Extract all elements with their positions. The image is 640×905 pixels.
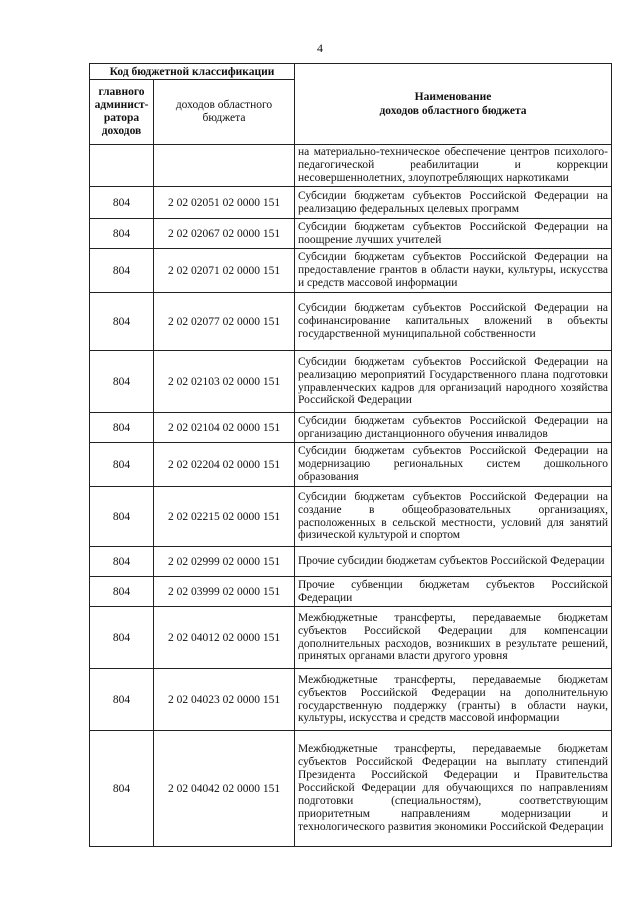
table-row bbox=[90, 487, 612, 547]
table-row bbox=[90, 669, 612, 731]
admin-code-cell: 804 bbox=[90, 443, 154, 487]
income-name-cell: Прочие субсидии бюджетам субъектов Российской Федерации bbox=[295, 547, 612, 577]
header-chief-administrator: главного админист-ратора доходов bbox=[90, 80, 154, 145]
income-name-cell: Межбюджетные трансферты, передаваемые бюджетам субъектов Российской Федерации на дополнительную государственную поддержку (гранты) в области науки, культуры, искусства и средств массовой информации bbox=[295, 669, 612, 731]
table-row bbox=[90, 145, 612, 187]
income-code-cell: 2 02 04012 02 0000 151 bbox=[154, 607, 295, 669]
table-row bbox=[90, 249, 612, 293]
table-row bbox=[90, 351, 612, 413]
income-code-cell: 2 02 02104 02 0000 151 bbox=[154, 413, 295, 443]
admin-code-cell bbox=[90, 145, 154, 187]
income-code-cell: 2 02 02051 02 0000 151 bbox=[154, 187, 295, 219]
table-row bbox=[90, 443, 612, 487]
admin-code-cell: 804 bbox=[90, 577, 154, 607]
income-name-cell: Субсидии бюджетам субъектов Российской Федерации на реализацию мероприятий Государственного плана подготовки управленческих кадров для организаций народного хозяйства Российской Федерации bbox=[295, 351, 612, 413]
income-name-cell: Субсидии бюджетам субъектов Российской Федерации на организацию дистанционного обучения инвалидов bbox=[295, 413, 612, 443]
admin-code-cell: 804 bbox=[90, 413, 154, 443]
admin-code-cell: 804 bbox=[90, 669, 154, 731]
income-name-cell: Субсидии бюджетам субъектов Российской Федерации на поощрение лучших учителей bbox=[295, 219, 612, 249]
income-name-cell: Межбюджетные трансферты, передаваемые бюджетам субъектов Российской Федерации на выплату стипендий Президента Российской Федерации и Правительства Российской Федерации для обучающихся по направлениям подготовки (специальностям), соответствующим приоритетным направлениям модернизации и технологического развития экономики Российской Федерации bbox=[295, 731, 612, 847]
income-name-cell: Прочие субвенции бюджетам субъектов Российской Федерации bbox=[295, 577, 612, 607]
admin-code-cell: 804 bbox=[90, 487, 154, 547]
admin-code-cell: 804 bbox=[90, 351, 154, 413]
admin-code-cell: 804 bbox=[90, 187, 154, 219]
admin-code-cell: 804 bbox=[90, 547, 154, 577]
income-name-cell: Субсидии бюджетам субъектов Российской Федерации на создание в общеобразовательных организациях, расположенных в сельской местности, условий для занятий физической культурой и спортом bbox=[295, 487, 612, 547]
income-name-cell: Межбюджетные трансферты, передаваемые бюджетам субъектов Российской Федерации для компенсации дополнительных расходов, возникших в результате решений, принятых органами власти другого уровня bbox=[295, 607, 612, 669]
income-name-cell: Субсидии бюджетам субъектов Российской Федерации на софинансирование капитальных вложений в объекты государственной муниципальной собственности bbox=[295, 293, 612, 351]
income-code-cell: 2 02 02077 02 0000 151 bbox=[154, 293, 295, 351]
income-name-cell: Субсидии бюджетам субъектов Российской Федерации на предоставление грантов в области науки, культуры, искусства и средств массовой информации bbox=[295, 249, 612, 293]
header-regional-income: доходов областного бюджета bbox=[154, 80, 295, 145]
header-income-name bbox=[295, 64, 612, 145]
income-code-cell: 2 02 03999 02 0000 151 bbox=[154, 577, 295, 607]
income-code-cell: 2 02 02204 02 0000 151 bbox=[154, 443, 295, 487]
table-row bbox=[90, 731, 612, 847]
admin-code-cell: 804 bbox=[90, 731, 154, 847]
income-code-cell: 2 02 02067 02 0000 151 bbox=[154, 219, 295, 249]
table-row bbox=[90, 577, 612, 607]
admin-code-cell: 804 bbox=[90, 249, 154, 293]
income-code-cell: 2 02 04042 02 0000 151 bbox=[154, 731, 295, 847]
table-row bbox=[90, 413, 612, 443]
header-income-name-line2: доходов областного бюджета bbox=[379, 105, 527, 117]
table-row bbox=[90, 293, 612, 351]
income-code-cell: 2 02 02999 02 0000 151 bbox=[154, 547, 295, 577]
page-number: 4 bbox=[317, 41, 323, 55]
income-code-cell: 2 02 02215 02 0000 151 bbox=[154, 487, 295, 547]
income-name-cell: Субсидии бюджетам субъектов Российской Федерации на модернизацию региональных систем дошкольного образования bbox=[295, 443, 612, 487]
table-row bbox=[90, 187, 612, 219]
header-income-name-line1: Наименование bbox=[414, 91, 492, 103]
income-code-cell: 2 02 04023 02 0000 151 bbox=[154, 669, 295, 731]
income-code-cell: 2 02 02103 02 0000 151 bbox=[154, 351, 295, 413]
table-row bbox=[90, 607, 612, 669]
table-row bbox=[90, 219, 612, 249]
admin-code-cell: 804 bbox=[90, 293, 154, 351]
income-name-cell: Субсидии бюджетам субъектов Российской Федерации на реализацию федеральных целевых программ bbox=[295, 187, 612, 219]
header-budget-classification-code: Код бюджетной классификации bbox=[90, 64, 295, 80]
table-row bbox=[90, 547, 612, 577]
income-code-cell bbox=[154, 145, 295, 187]
budget-classification-table bbox=[89, 63, 612, 847]
income-name-cell: на материально-техническое обеспечение центров психолого-педагогической реабилитации и коррекции несовершеннолетних, злоупотребляющих наркотиками bbox=[295, 145, 612, 187]
admin-code-cell: 804 bbox=[90, 219, 154, 249]
admin-code-cell: 804 bbox=[90, 607, 154, 669]
income-code-cell: 2 02 02071 02 0000 151 bbox=[154, 249, 295, 293]
